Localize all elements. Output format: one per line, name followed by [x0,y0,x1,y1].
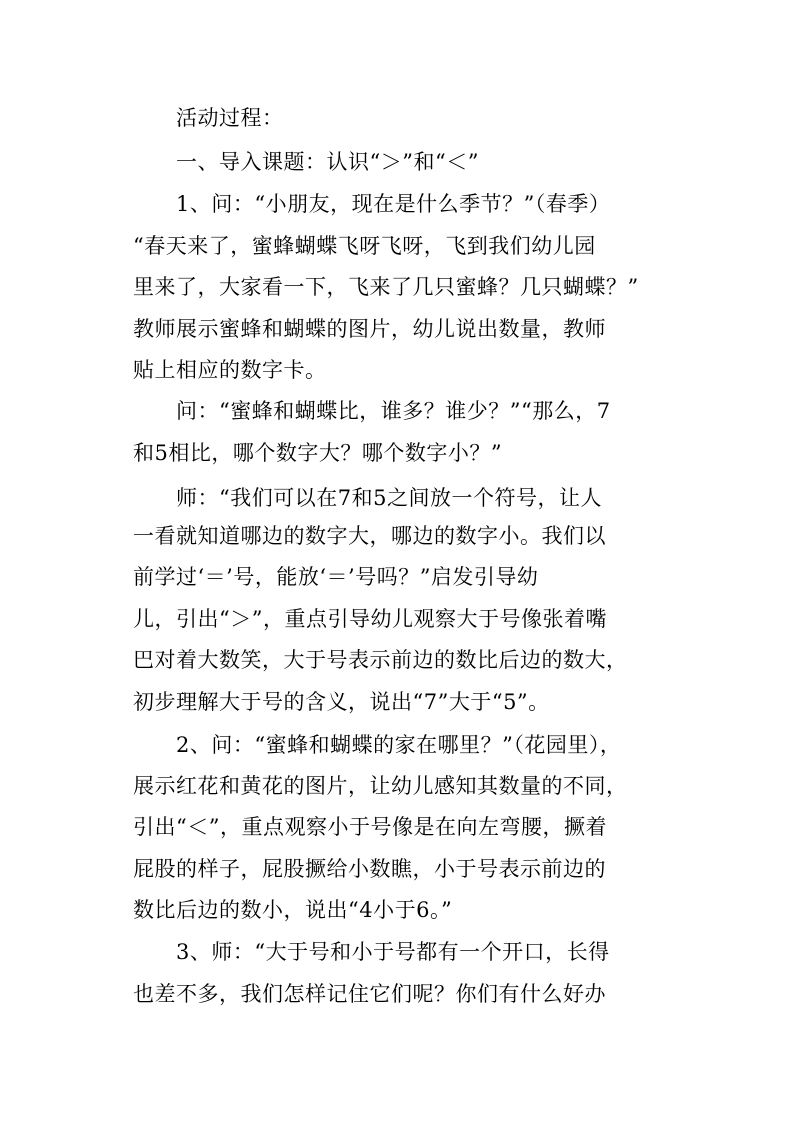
paragraph-line-12: 前学过‘＝’号，能放‘＝’号吗？”启发引导幼 [133,565,539,589]
paragraph-line-22: 也差不多，我们怎样记住它们呢？你们有什么好办 [133,982,606,1006]
paragraph-line-16: 2、问：“蜜蜂和蝴蝶的家在哪里？”（花园里）， [176,733,622,757]
paragraph-line-7: 贴上相应的数字卡。 [133,358,327,382]
paragraph-line-8: 问：“蜜蜂和蝴蝶比，谁多？谁少？”“那么，7 [176,399,611,423]
paragraph-line-1: 活动过程： [176,106,284,130]
paragraph-line-6: 教师展示蜜蜂和蝴蝶的图片，幼儿说出数量，教师 [133,317,606,341]
paragraph-line-17: 展示红花和黄花的图片，让幼儿感知其数量的不同， [133,774,628,798]
paragraph-line-13: 儿，引出“＞”，重点引导幼儿观察大于号像张着嘴 [133,607,607,631]
paragraph-line-21: 3、师：“大于号和小于号都有一个开口，长得 [176,940,610,964]
paragraph-line-4: “春天来了，蜜蜂蝴蝶飞呀飞呀，飞到我们幼儿园 [133,234,596,258]
paragraph-line-14: 巴对着大数笑，大于号表示前边的数比后边的数大， [133,648,628,672]
paragraph-line-15: 初步理解大于号的含义，说出“7”大于“5”。 [133,690,550,714]
paragraph-line-5: 里来了，大家看一下，飞来了几只蜜蜂？几只蝴蝶？” [133,275,639,299]
paragraph-line-18: 引出“＜”，重点观察小于号像是在向左弯腰，撅着 [133,815,607,839]
section-heading: 一、导入课题：认识“＞”和“＜” [176,150,479,174]
paragraph-line-19: 屁股的样子，屁股撅给小数瞧，小于号表示前边的 [133,857,606,881]
paragraph-line-9: 和5相比，哪个数字大？哪个数字小？” [133,441,503,465]
paragraph-line-10: 师：“我们可以在7和5之间放一个符号，让人 [176,486,602,510]
paragraph-line-20: 数比后边的数小，说出“4小于6。” [133,898,453,922]
paragraph-line-3: 1、问：“小朋友，现在是什么季节？”（春季） [176,192,611,216]
paragraph-line-11: 一看就知道哪边的数字大，哪边的数字小。我们以 [133,524,606,548]
